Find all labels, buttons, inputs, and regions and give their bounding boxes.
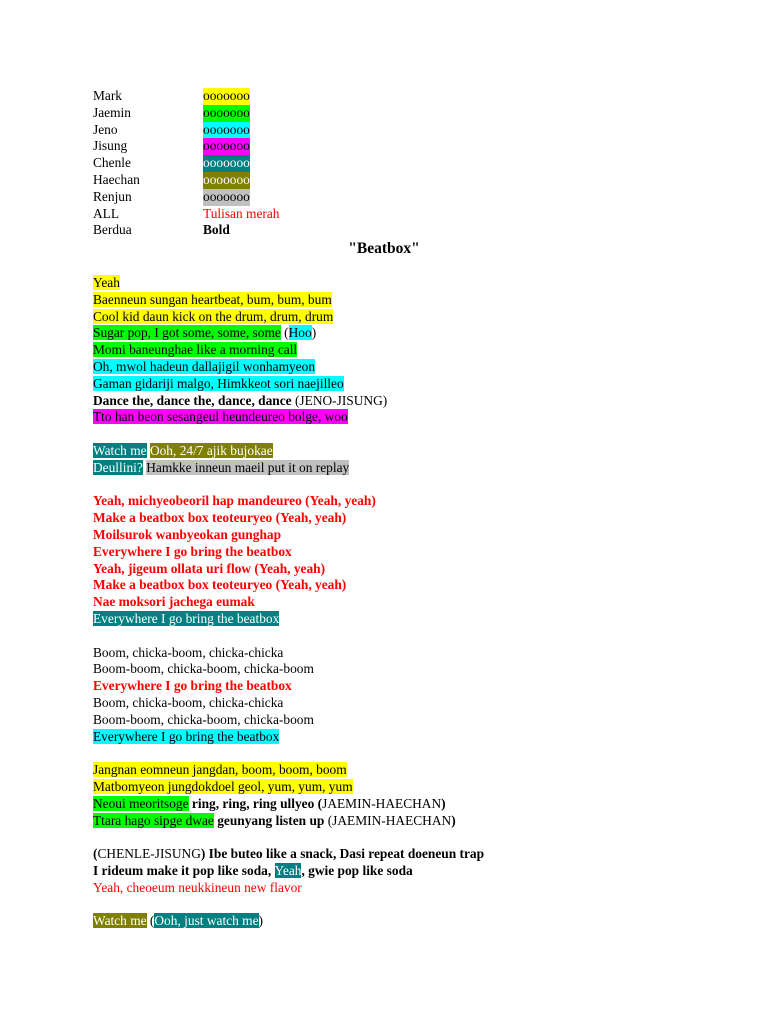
lyric-segment: Boom-boom, chicka-boom, chicka-boom bbox=[93, 661, 314, 677]
lyric-segment: Everywhere I go bring the beatbox bbox=[93, 678, 292, 694]
lyric-line bbox=[93, 611, 753, 628]
lyric-segment: Tto han beon sesangeul heundeureo bolge, woo bbox=[93, 409, 348, 425]
lyric-segment: ) bbox=[258, 913, 263, 929]
lyric-line bbox=[93, 409, 753, 426]
legend-row bbox=[93, 206, 393, 223]
legend-row bbox=[93, 172, 393, 189]
blank-line bbox=[93, 829, 753, 846]
lyric-line bbox=[93, 594, 753, 611]
legend-row bbox=[93, 122, 393, 139]
lyric-segment: ) Ibe buteo like a snack, Dasi repeat doeneun trap bbox=[200, 846, 485, 862]
lyric-segment: Yeah, cheoeum neukkineun new flavor bbox=[93, 879, 302, 895]
lyric-segment: Ooh, 24/7 ajik bujokae bbox=[149, 442, 273, 458]
lyric-line bbox=[93, 561, 753, 578]
legend-color-sample: ooooooo bbox=[203, 171, 250, 187]
lyric-segment: Everywhere I go bring the beatbox bbox=[93, 610, 280, 626]
lyric-segment: Sugar pop, I got some, some, some bbox=[93, 325, 281, 341]
lyric-segment: ring, ring, ring ullyeo ( bbox=[188, 795, 323, 811]
lyric-line bbox=[93, 292, 753, 309]
lyric-line bbox=[93, 527, 753, 544]
lyric-line bbox=[93, 813, 753, 830]
lyric-line bbox=[93, 779, 753, 796]
lyric-segment: ) bbox=[441, 795, 446, 811]
lyric-segment: Make a beatbox box teoteuryeo (Yeah, yeah) bbox=[93, 577, 347, 593]
blank-line bbox=[93, 628, 753, 645]
lyric-line bbox=[93, 577, 753, 594]
lyric-line bbox=[93, 729, 753, 746]
lyric-line bbox=[93, 846, 753, 863]
lyric-segment: ( bbox=[146, 913, 155, 929]
lyric-segment: Everywhere I go bring the beatbox bbox=[93, 728, 280, 744]
legend-color-sample: ooooooo bbox=[203, 188, 250, 204]
legend-singer-name: Renjun bbox=[93, 188, 132, 204]
legend-color-sample: Bold bbox=[203, 222, 230, 238]
lyric-segment: Dance the, dance the, dance, dance bbox=[93, 392, 292, 408]
lyric-segment: Hoo bbox=[288, 325, 312, 341]
legend-row bbox=[93, 222, 393, 239]
lyric-segment: Ttara hago sipge dwae bbox=[93, 812, 214, 828]
lyric-segment: ) bbox=[451, 812, 456, 828]
legend-row bbox=[93, 155, 393, 172]
lyric-line bbox=[93, 309, 753, 326]
lyric-segment: JAEMIN-HAECHAN bbox=[322, 795, 442, 811]
lyric-line bbox=[93, 678, 753, 695]
lyric-line bbox=[93, 863, 753, 880]
lyric-line bbox=[93, 325, 753, 342]
legend-color-sample: ooooooo bbox=[203, 155, 250, 171]
legend-singer-name: Berdua bbox=[93, 222, 132, 238]
legend-singer-name: ALL bbox=[93, 205, 120, 221]
lyric-segment: Boom, chicka-boom, chicka-chicka bbox=[93, 694, 284, 710]
lyric-segment: Yeah, jigeum ollata uri flow (Yeah, yeah) bbox=[93, 560, 326, 576]
lyric-segment: Watch me bbox=[93, 913, 147, 929]
lyric-segment: Boom-boom, chicka-boom, chicka-boom bbox=[93, 711, 314, 727]
blank-line bbox=[93, 477, 753, 494]
lyric-line bbox=[93, 342, 753, 359]
legend-row bbox=[93, 138, 393, 155]
lyric-segment: ( bbox=[324, 812, 333, 828]
lyric-line bbox=[93, 661, 753, 678]
legend-row bbox=[93, 105, 393, 122]
lyric-segment: ) bbox=[311, 325, 317, 341]
lyric-segment: ( bbox=[280, 325, 289, 341]
lyric-segment: JAEMIN-HAECHAN bbox=[332, 812, 452, 828]
lyric-line bbox=[93, 762, 753, 779]
lyric-segment: Moilsurok wanbyeokan gunghap bbox=[93, 526, 282, 542]
lyric-segment: I rideum make it pop like soda, bbox=[93, 862, 275, 878]
legend-singer-name: Mark bbox=[93, 88, 123, 103]
lyric-line bbox=[93, 695, 753, 712]
lyric-line bbox=[93, 393, 753, 410]
legend-singer-name: Haechan bbox=[93, 171, 140, 187]
lyric-line bbox=[93, 359, 753, 376]
lyric-segment: ( bbox=[93, 846, 98, 862]
lyric-line bbox=[93, 460, 753, 477]
legend-singer-name: Jeno bbox=[93, 121, 118, 137]
legend-color-sample: ooooooo bbox=[203, 121, 250, 137]
lyric-line bbox=[93, 443, 753, 460]
lyric-line bbox=[93, 645, 753, 662]
legend-singer-name: Chenle bbox=[93, 155, 131, 171]
lyric-segment: Make a beatbox box teoteuryeo (Yeah, yeah) bbox=[93, 510, 347, 526]
lyric-segment: Boom, chicka-boom, chicka-chicka bbox=[93, 644, 284, 660]
legend-color-sample: Tulisan merah bbox=[203, 205, 280, 221]
lyric-line bbox=[93, 913, 753, 930]
lyric-line bbox=[93, 510, 753, 527]
lyric-segment: Cool kid daun kick on the drum, drum, drum bbox=[93, 308, 334, 324]
lyric-segment: geunyang listen up bbox=[213, 812, 325, 828]
legend-color-sample: ooooooo bbox=[203, 104, 250, 120]
lyric-segment: Matbomyeon jungdokdoel geol, yum, yum, yum bbox=[93, 778, 353, 794]
legend-color-sample: ooooooo bbox=[203, 138, 250, 154]
lyric-line bbox=[93, 880, 753, 897]
blank-line bbox=[93, 745, 753, 762]
blank-line bbox=[93, 426, 753, 443]
lyric-line bbox=[93, 796, 753, 813]
lyric-segment: Hamkke inneun maeil put it on replay bbox=[146, 459, 350, 475]
lyric-line bbox=[93, 493, 753, 510]
lyric-line bbox=[93, 544, 753, 561]
lyric-segment: Neoui meoritsoge bbox=[93, 795, 189, 811]
lyric-segment: Everywhere I go bring the beatbox bbox=[93, 543, 292, 559]
song-title: "Beatbox" bbox=[348, 240, 420, 257]
legend-color-sample: ooooooo bbox=[203, 88, 250, 103]
lyric-segment: Oh, mwol hadeun dallajigil wonhamyeon bbox=[93, 358, 316, 374]
legend-singer-name: Jisung bbox=[93, 138, 128, 154]
blank-line bbox=[93, 896, 753, 913]
lyric-segment: (JENO-JISUNG) bbox=[291, 392, 388, 408]
legend-singer-name: Jaemin bbox=[93, 104, 131, 120]
lyric-segment: Baenneun sungan heartbeat, bum, bum, bum bbox=[93, 291, 332, 307]
lyric-segment: Yeah, michyeobeoril hap mandeureo (Yeah, yeah) bbox=[93, 493, 376, 509]
lyric-segment: Gaman gidariji malgo, Himkkeot sori naejilleo bbox=[93, 375, 344, 391]
lyric-segment: Watch me bbox=[93, 442, 147, 458]
lyric-segment: Ooh, just watch me bbox=[154, 913, 259, 929]
lyric-segment: Nae moksori jachega eumak bbox=[93, 594, 255, 610]
singer-legend bbox=[93, 88, 393, 239]
lyric-segment: Deullini? bbox=[93, 459, 143, 475]
lyric-segment: , gwie pop like soda bbox=[301, 862, 413, 878]
lyric-line bbox=[93, 376, 753, 393]
lyric-segment: CHENLE-JISUNG bbox=[97, 846, 201, 862]
lyric-segment: Jangnan eomneun jangdan, boom, boom, boom bbox=[93, 762, 347, 778]
legend-row bbox=[93, 189, 393, 206]
lyric-line bbox=[93, 712, 753, 729]
lyric-segment: Momi baneunghae like a morning call bbox=[93, 342, 298, 358]
lyric-line bbox=[93, 275, 753, 292]
lyric-segment: Yeah bbox=[93, 275, 120, 290]
legend-row bbox=[93, 88, 393, 105]
lyric-segment: Yeah bbox=[274, 862, 302, 878]
lyrics-body bbox=[93, 275, 753, 930]
